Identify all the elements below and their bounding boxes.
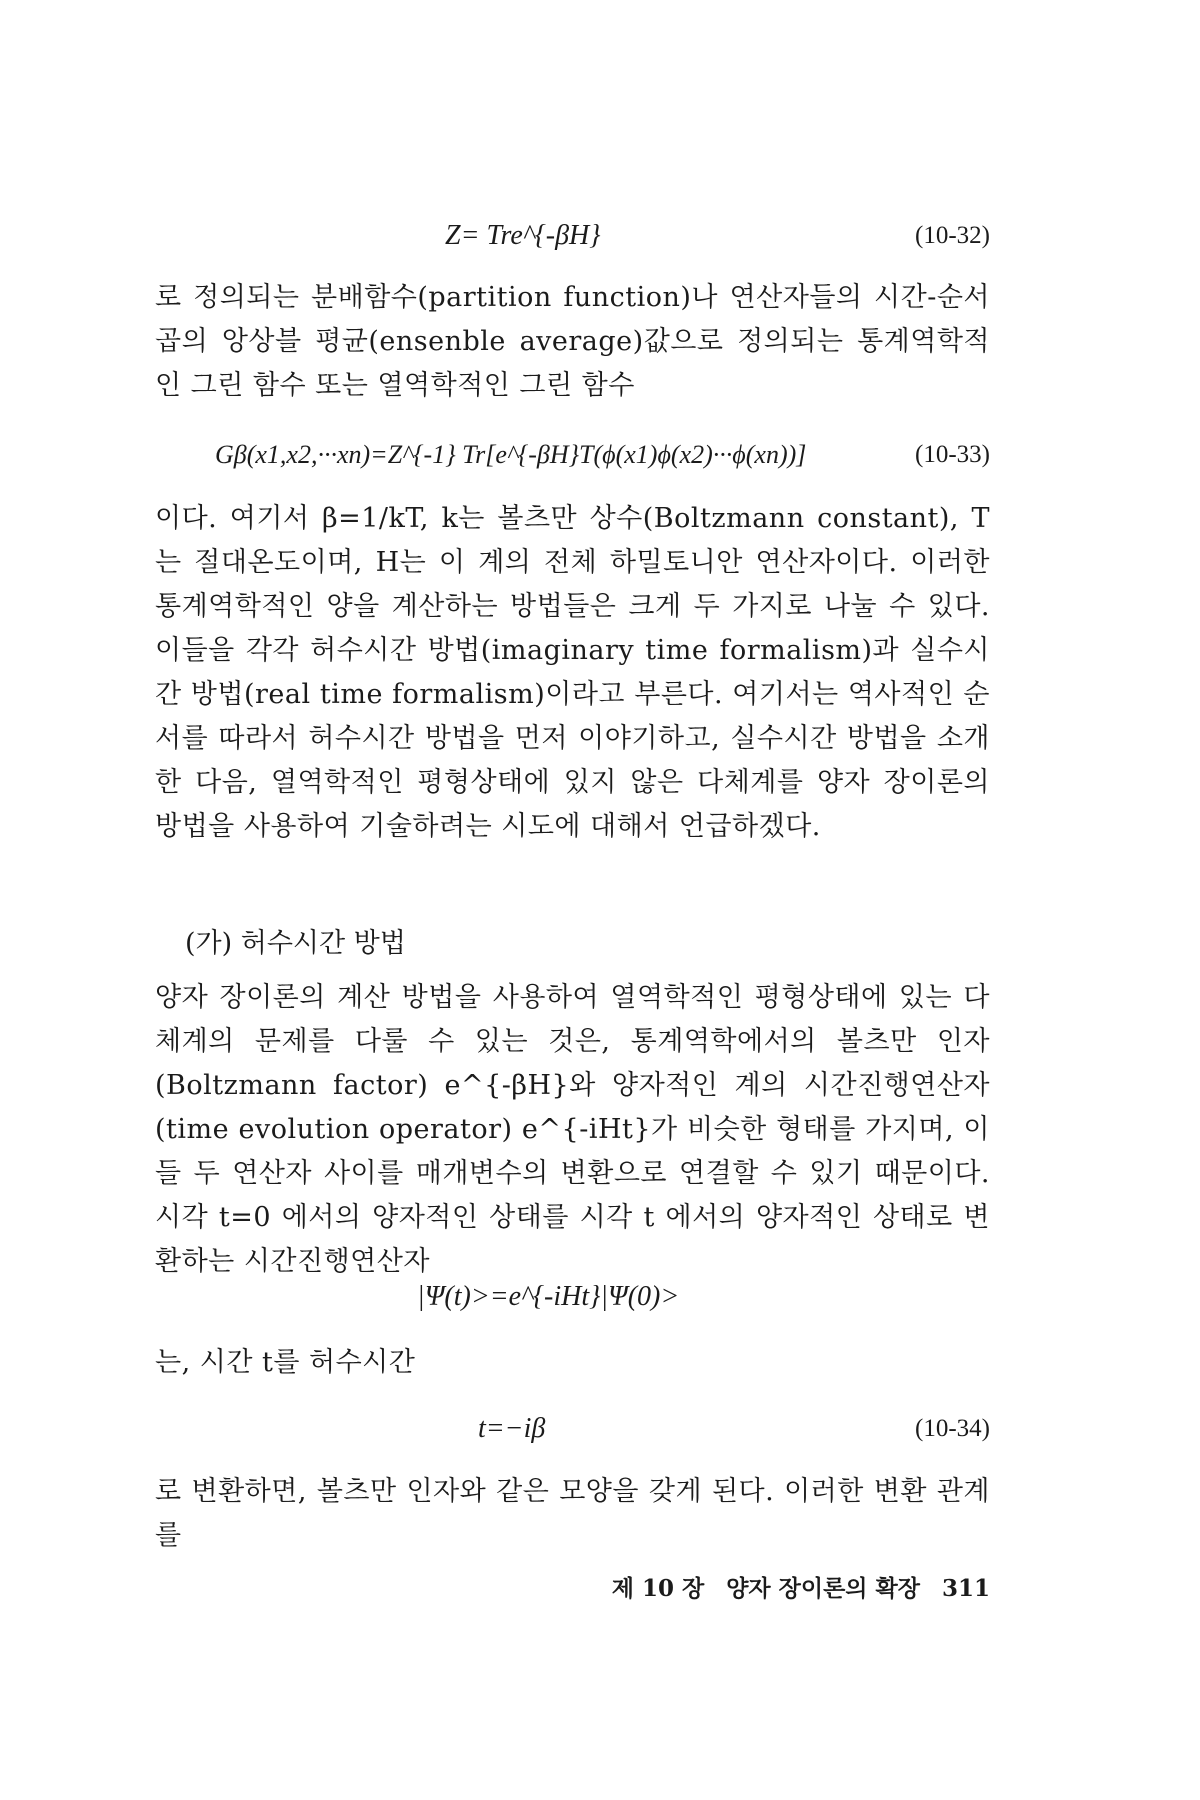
paragraph-imaginary-substitution: 는, 시간 t를 허수시간: [155, 1347, 416, 1378]
equation-10-32: [155, 213, 990, 259]
equation-10-34: [155, 1406, 990, 1452]
page-number: 311: [941, 1575, 990, 1602]
page-footer: [0, 1572, 990, 1606]
footer-chapter: 제 10 장: [611, 1575, 705, 1602]
equation-formula: Z= Tre^{-βH}: [445, 220, 601, 251]
equation-number: (10-34): [915, 1415, 990, 1442]
equation-10-33: [155, 432, 990, 478]
equation-number: (10-33): [915, 441, 990, 468]
equation-number: (10-32): [915, 222, 990, 249]
paragraph-partition-function: 로 정의되는 분배함수(partition function)나 연산자들의 시간-순서 곱의 앙상블 평균(ensenble average)값으로 정의되는 통계역학적인 그린 함수 또는 열역학적인 그린 함수: [155, 282, 990, 401]
equation-time-evolution: [155, 1274, 990, 1320]
paragraph-imaginary-time: 양자 장이론의 계산 방법을 사용하여 열역학적인 평형상태에 있는 다체계의 문제를 다룰 수 있는 것은, 통계역학에서의 볼츠만 인자(Boltzmann factor) e^{-βH}와 양자적인 계의 시간진행연산자(time evolution operator) e^{-iHt}가 비슷한 형태를 가지며, 이들 두 연산자 사이를 매개변수의 변환으로 연결할 수 있기 때문이다. 시각 t=0 에서의 양자적인 상태를 시각 t 에서의 양자적인 상태로 변환하는 시간진행연산자: [155, 982, 990, 1277]
footer-title: 양자 장이론의 확장: [726, 1575, 920, 1602]
section-heading: (가) 허수시간 방법: [185, 928, 406, 959]
paragraph-transformation: 로 변환하면, 볼츠만 인자와 같은 모양을 갖게 된다. 이러한 변환 관계를: [155, 1476, 990, 1551]
equation-formula: |Ψ(t)>=e^{-iHt}|Ψ(0)>: [417, 1281, 680, 1312]
paragraph-definitions: 이다. 여기서 β=1/kT, k는 볼츠만 상수(Boltzmann constant), T는 절대온도이며, H는 이 계의 전체 하밀토니안 연산자이다. 이러한 통계역학적인 양을 계산하는 방법들은 크게 두 가지로 나눌 수 있다. 이들을 각각 허수시간 방법(imaginary time formalism)과 실수시간 방법(real time formalism)이라고 부른다. 여기서는 역사적인 순서를 따라서 허수시간 방법을 먼저 이야기하고, 실수시간 방법을 소개한 다음, 열역학적인 평형상태에 있지 않은 다체계를 양자 장이론의 방법을 사용하여 기술하려는 시도에 대해서 언급하겠다.: [155, 503, 990, 842]
equation-formula: t=−iβ: [478, 1413, 546, 1444]
equation-formula: Gβ(x1,x2,···xn)=Z^{-1} Tr[e^{-βH}T(ϕ(x1)ϕ(x2)···ϕ(xn))]: [215, 440, 807, 469]
